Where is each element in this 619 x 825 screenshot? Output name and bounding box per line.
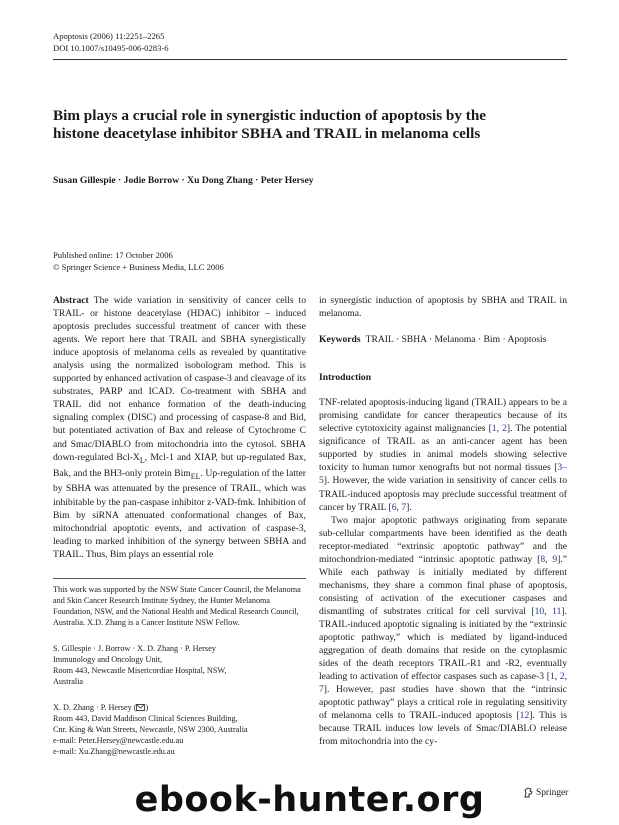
publication-info (53, 250, 224, 273)
header-rule (53, 59, 567, 60)
citation-link[interactable]: 7 (319, 684, 324, 696)
abstract-text: Abstract The wide variation in sensitivity of cancer cells to TRAIL- or histone deacetylase (HDAC) inhibitor – induced apoptosis precludes successful treatment of cancer with these agents. We report here that TRAIL and SBHA synergistically induce apoptosis of melanoma cells as revealed by quantitative analysis using the normalized isobologram method. This is supported by enhanced activation of caspase-3 and cleavage of its substrates, PARP and ICAD. Co-treatment with SBHA and TRAIL did not enhance formation of the death-inducing signaling complex (DISC) and processing of caspase-8 and Bid, but potentiated activation of Bax and release of Cytochrome C and Smac/DIABLO from mitochondria into the cytosol. SBHA down-regulated Bcl-$X_L$, Mcl-1 and XIAP, but up-regulated Bax, Bak, and the BH3-only protein Bim$_{EL}$. Up-regulation of the latter by SBHA was attenuated by the presence of TRAIL, which was inhibitable by the pan-caspase inhibitor z-VAD-fmk. Inhibition of Bim by siRNA attenuated conformational changes of Bax, mitochondrial apoptotic events, and activation of caspase-3, leading to marked inhibition of the synergy between SBHA and TRAIL. Thus, Bim plays an essential role (53, 295, 306, 560)
publisher-name: Springer (536, 787, 569, 798)
keywords (319, 333, 567, 346)
email-zhang[interactable]: e-mail: Xu.Zhang@newcastle.edu.au (53, 747, 175, 756)
citation-link[interactable]: 1 (549, 671, 555, 683)
email-hersey[interactable]: e-mail: Peter.Hersey@newcastle.edu.au (53, 736, 184, 745)
author-list: Susan Gillespie · Jodie Borrow · Xu Dong Zhang · Peter Hersey (53, 175, 314, 186)
abstract-continuation: in synergistic induction of apoptosis by SBHA and TRAIL in melanoma. (319, 295, 567, 320)
intro-paragraph-1: TNF-related apoptosis-inducing ligand (TRAIL) appears to be a promising candidate for cancer therapeutics because of its selective cytotoxicity against malignancies [1, 2]. The potential significance of TRAIL as an anti-cancer agent has been supported by studies in animal models showing selective toxicity to human tumor xenografts but not normal tissues [3–5]. However, the wide variation in sensitivity of cancer cells to TRAIL-induced apoptosis may preclude successful treatment of cancer by TRAIL [6, 7]. (319, 397, 568, 513)
journal-header (53, 31, 169, 54)
article-title: Bim plays a crucial role in synergistic induction of apoptosis by the histone deacetylase inhibitor SBHA and TRAIL in melanoma cells (53, 107, 487, 143)
footnote-rule (53, 578, 306, 579)
citation-link[interactable]: 11 (552, 605, 562, 617)
introduction-heading: Introduction (319, 372, 372, 384)
citation-link[interactable]: 8 (540, 553, 546, 565)
citation-link[interactable]: 2 (559, 671, 565, 683)
citation-link[interactable]: 2 (502, 423, 507, 435)
citation-link[interactable]: 9 (552, 553, 558, 565)
citation-link[interactable]: 3–5 (319, 462, 567, 487)
copyright: © Springer Science + Business Media, LLC 2006 (53, 261, 224, 272)
citation-link[interactable]: 1 (491, 423, 497, 435)
right-column (319, 294, 567, 748)
keywords-heading: Keywords (319, 334, 361, 346)
published-date: Published online: 17 October 2006 (53, 250, 173, 260)
affiliation-1: S. Gillespie · J. Borrow · X. D. Zhang · P. Hersey Immunology and Oncology Unit, Room 443, Newcastle Misericordiae Hospital, NSW, Australia (53, 644, 227, 686)
abstract (53, 294, 306, 561)
abstract-heading: Abstract (53, 295, 89, 306)
intro-paragraph-2: Two major apoptotic pathways originating from separate sub-cellular compartments have been identified as the death receptor-mediated “extrinsic apoptotic pathway” and the mitochondrion-mediated “intrinsic apoptotic pathway [8, 9].” While each pathway is initially mediated by different mechanisms, they share a common final phase of apoptosis, consisting of activation of the executioner caspases and dismantling of substrates critical for cell survival [10, 11]. TRAIL-induced apoptotic signaling is initiated by the “extrinsic apoptotic pathway,” which is mediated by ligand-induced aggregation of death domains that reside on the cytoplasmic sides of the death receptors TRAIL-R1 and -R2, eventually leading to activation of effector caspases such as capase-3 [1, 2, 7]. However, past studies have shown that the “intrinsic apoptotic pathway” plays a critical role in regulating sensitivity of melanoma cells to TRAIL-induced apoptosis [12]. This is because TRAIL induces low levels of Smac/DIABLO release from mitochondria into the cy- (319, 514, 568, 748)
citation-link[interactable]: 12 (519, 710, 530, 722)
affiliation-2: X. D. Zhang · P. Hersey ( ) Room 443, David Maddison Clinical Sciences Building, Cnr. King & Watt Streets, Newcastle, NSW 2300, Australia e-mail: Peter.Hersey@newcastle.edu.au e-mail: Xu.Zhang@newcastle.edu.au (53, 702, 306, 757)
journal-citation: Apoptosis (2006) 11:2251–2265 (53, 31, 165, 41)
citation-link[interactable]: 7 (401, 501, 407, 513)
citation-link[interactable]: 6 (391, 501, 397, 513)
watermark: ebook-hunter.org (134, 780, 485, 820)
funding-note: This work was supported by the NSW State Cancer Council, the Melanoma and Skin Cancer Research Institute Sydney, the Hunter Melanoma Foundation, NSW, and the National Health and Medical Research Council, Australia. X.D. Zhang is a Cancer Institute NSW Fellow. (53, 585, 301, 627)
doi: DOI 10.1007/s10495-006-0283-6 (53, 42, 169, 53)
keywords-list: TRAIL · SBHA · Melanoma · Bim · Apoptosis (365, 334, 547, 346)
citation-link[interactable]: 10 (534, 605, 545, 617)
